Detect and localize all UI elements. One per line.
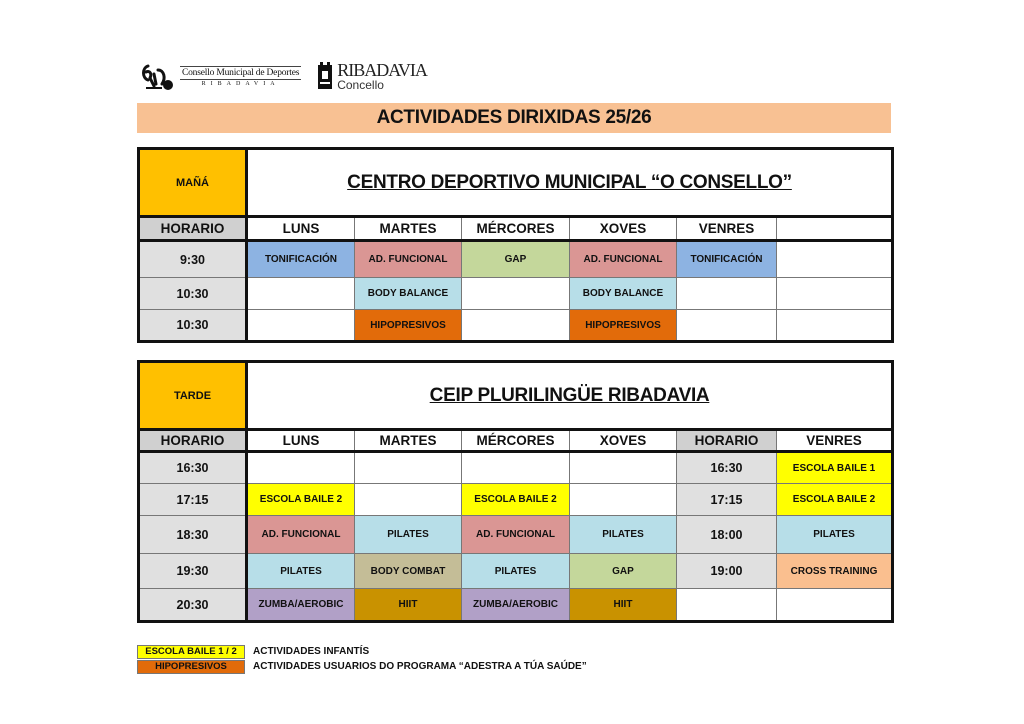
activity-cell: AD. FUNCIONAL: [570, 241, 677, 278]
activity-cell: TONIFICACIÓN: [247, 241, 355, 278]
header-empty: [777, 217, 893, 241]
activity-cell: ESCOLA BAILE 2: [247, 484, 355, 516]
activity-cell: [355, 484, 462, 516]
concello-ribadavia-logo: [317, 61, 427, 91]
activity-cell: [247, 452, 355, 484]
activity-cell: PILATES: [777, 516, 893, 554]
header-xoves: XOVES: [570, 430, 677, 452]
period-label: MAÑÁ: [139, 149, 247, 217]
activity-cell: ZUMBA/AEROBIC: [462, 589, 570, 622]
logo1-name: Consello Municipal de Deportes: [182, 67, 300, 78]
venue-title: CEIP PLURILINGÜE RIBADAVIA: [247, 362, 893, 430]
activity-cell: PILATES: [247, 554, 355, 589]
activity-cell: ZUMBA/AEROBIC: [247, 589, 355, 622]
friday-time-cell: 16:30: [677, 452, 777, 484]
page-title: ACTIVIDADES DIRIXIDAS 25/26: [137, 103, 891, 133]
activity-cell: [247, 278, 355, 310]
ribadavia-crest-icon: [317, 61, 333, 91]
header-horario-friday: HORARIO: [677, 430, 777, 452]
header-venres: VENRES: [677, 217, 777, 241]
activity-cell: PILATES: [355, 516, 462, 554]
activity-cell: [777, 278, 893, 310]
table-row: [139, 241, 893, 278]
table-row: [139, 516, 893, 554]
legend-text: ACTIVIDADES INFANTÍS: [253, 646, 370, 657]
activity-cell: PILATES: [462, 554, 570, 589]
logo1-sub: RIBADAVIA: [201, 80, 280, 87]
friday-time-cell: 19:00: [677, 554, 777, 589]
header-logos: [140, 58, 427, 94]
friday-time-cell: [677, 589, 777, 622]
header-luns: LUNS: [247, 430, 355, 452]
consello-deportes-logo: [140, 60, 301, 92]
activity-cell: [777, 589, 893, 622]
afternoon-schedule-table: [137, 360, 894, 623]
time-cell: 10:30: [139, 278, 247, 310]
activity-cell: GAP: [570, 554, 677, 589]
activity-cell: ESCOLA BAILE 2: [777, 484, 893, 516]
activity-cell: CROSS TRAINING: [777, 554, 893, 589]
header-martes: MARTES: [355, 430, 462, 452]
activity-cell: HIPOPRESIVOS: [570, 310, 677, 342]
activity-cell: [777, 241, 893, 278]
time-cell: 20:30: [139, 589, 247, 622]
activity-cell: GAP: [462, 241, 570, 278]
period-label: TARDE: [139, 362, 247, 430]
activity-cell: [462, 310, 570, 342]
legend-swatch-hipopresivos: HIPOPRESIVOS: [137, 660, 245, 674]
cmd-monogram-icon: [140, 60, 176, 92]
header-venres: VENRES: [777, 430, 893, 452]
activity-cell: AD. FUNCIONAL: [355, 241, 462, 278]
activity-cell: [777, 310, 893, 342]
legend-swatch-escola-baile: ESCOLA BAILE 1 / 2: [137, 645, 245, 659]
time-cell: 16:30: [139, 452, 247, 484]
activity-cell: [462, 278, 570, 310]
venue-title: CENTRO DEPORTIVO MUNICIPAL “O CONSELLO”: [247, 149, 893, 217]
activity-cell: HIPOPRESIVOS: [355, 310, 462, 342]
activity-cell: [355, 452, 462, 484]
activity-cell: ESCOLA BAILE 1: [777, 452, 893, 484]
activity-cell: [677, 310, 777, 342]
time-cell: 19:30: [139, 554, 247, 589]
activity-cell: HIIT: [570, 589, 677, 622]
friday-time-cell: 17:15: [677, 484, 777, 516]
activity-cell: TONIFICACIÓN: [677, 241, 777, 278]
time-cell: 10:30: [139, 310, 247, 342]
activity-cell: [247, 310, 355, 342]
activity-cell: [570, 484, 677, 516]
activity-cell: ESCOLA BAILE 2: [462, 484, 570, 516]
legend-text: ACTIVIDADES USUARIOS DO PROGRAMA “ADESTRA A TÚA SAÚDE”: [253, 661, 587, 672]
logo2-sub: Concello: [337, 78, 384, 92]
activity-cell: BODY BALANCE: [355, 278, 462, 310]
header-mercores: MÉRCORES: [462, 217, 570, 241]
activity-cell: [462, 452, 570, 484]
table-row: [139, 554, 893, 589]
time-cell: 18:30: [139, 516, 247, 554]
activity-cell: AD. FUNCIONAL: [462, 516, 570, 554]
header-horario: HORARIO: [139, 217, 247, 241]
friday-time-cell: 18:00: [677, 516, 777, 554]
table-row: [139, 452, 893, 484]
header-mercores: MÉRCORES: [462, 430, 570, 452]
header-luns: LUNS: [247, 217, 355, 241]
time-cell: 17:15: [139, 484, 247, 516]
header-xoves: XOVES: [570, 217, 677, 241]
logo2-name: RIBADAVIA: [337, 60, 427, 80]
table-row: [139, 278, 893, 310]
activity-cell: HIIT: [355, 589, 462, 622]
time-cell: 9:30: [139, 241, 247, 278]
activity-cell: AD. FUNCIONAL: [247, 516, 355, 554]
header-horario: HORARIO: [139, 430, 247, 452]
legend: [137, 644, 587, 674]
legend-item: [137, 659, 587, 674]
activity-cell: BODY BALANCE: [570, 278, 677, 310]
table-row: [139, 484, 893, 516]
activity-cell: BODY COMBAT: [355, 554, 462, 589]
activity-cell: [570, 452, 677, 484]
morning-schedule-table: [137, 147, 894, 343]
table-row: [139, 589, 893, 622]
activity-cell: PILATES: [570, 516, 677, 554]
activity-cell: [677, 278, 777, 310]
header-martes: MARTES: [355, 217, 462, 241]
legend-item: [137, 644, 587, 659]
table-row: [139, 310, 893, 342]
